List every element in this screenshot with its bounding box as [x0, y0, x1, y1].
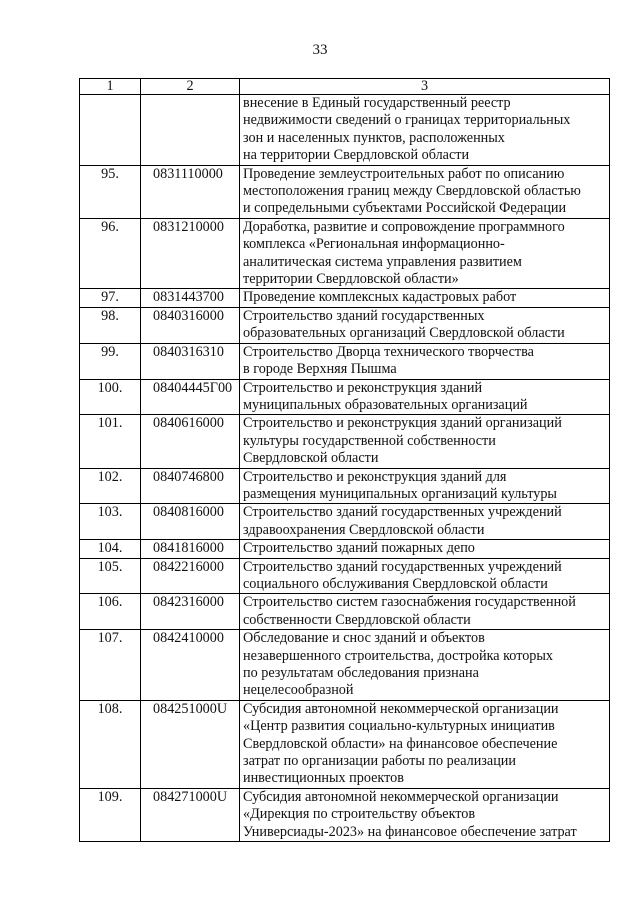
row-description: Строительство систем газоснабжения государственной собственности Свердловской области [240, 594, 610, 630]
row-number: 96. [80, 218, 141, 289]
row-number: 100. [80, 379, 141, 415]
row-code: 0840316310 [141, 343, 240, 379]
row-code: 0831210000 [141, 218, 240, 289]
table-row [80, 630, 610, 701]
row-code: 0842216000 [141, 558, 240, 594]
row-description: Строительство зданий государственных образовательных организаций Свердловской области [240, 307, 610, 343]
row-description: Строительство зданий государственных учреждений здравоохранения Свердловской области [240, 504, 610, 540]
table-row [80, 468, 610, 504]
row-number: 102. [80, 468, 141, 504]
row-code: 0840616000 [141, 415, 240, 468]
table-row [80, 95, 610, 166]
row-description: внесение в Единый государственный реестр недвижимости сведений о границах территориальных зон и населенных пунктов, расположенных на территории Свердловской области [240, 95, 610, 166]
header-col-description: 3 [240, 79, 610, 95]
row-code: 0840316000 [141, 307, 240, 343]
table-row [80, 218, 610, 289]
row-description: Строительство зданий пожарных депо [240, 540, 610, 558]
row-description: Доработка, развитие и сопровождение программного комплекса «Региональная информационно- аналитическая система управления развитием территории Свердловской области» [240, 218, 610, 289]
row-code: 0842316000 [141, 594, 240, 630]
row-description: Проведение комплексных кадастровых работ [240, 289, 610, 307]
row-number: 108. [80, 700, 141, 788]
row-number: 97. [80, 289, 141, 307]
budget-code-table [79, 78, 610, 842]
row-number: 101. [80, 415, 141, 468]
row-number: 95. [80, 165, 141, 218]
row-code: 084271000U [141, 788, 240, 841]
row-number [80, 95, 141, 166]
row-code: 0841816000 [141, 540, 240, 558]
row-description: Субсидия автономной некоммерческой организации «Центр развития социально-культурных инициатив Свердловской области» на финансовое обеспечение затрат по организации работы по реализации инвестиционных проектов [240, 700, 610, 788]
table-row [80, 343, 610, 379]
table-row [80, 594, 610, 630]
page-number: 33 [312, 42, 328, 58]
row-number: 98. [80, 307, 141, 343]
row-number: 99. [80, 343, 141, 379]
table-row [80, 307, 610, 343]
row-number: 106. [80, 594, 141, 630]
table-row [80, 379, 610, 415]
row-code: 0831443700 [141, 289, 240, 307]
header-col-number: 1 [80, 79, 141, 95]
table-row [80, 504, 610, 540]
row-code [141, 95, 240, 166]
table-row [80, 558, 610, 594]
row-number: 107. [80, 630, 141, 701]
table-row [80, 700, 610, 788]
header-col-code: 2 [141, 79, 240, 95]
row-number: 104. [80, 540, 141, 558]
row-code: 0840816000 [141, 504, 240, 540]
row-description: Проведение землеустроительных работ по описанию местоположения границ между Свердловской областью и сопредельными субъектами Российской Федерации [240, 165, 610, 218]
row-number: 109. [80, 788, 141, 841]
row-description: Строительство зданий государственных учреждений социального обслуживания Свердловской области [240, 558, 610, 594]
row-code: 08404445Г00 [141, 379, 240, 415]
table-row [80, 540, 610, 558]
row-code: 0842410000 [141, 630, 240, 701]
table-row [80, 165, 610, 218]
row-code: 0831110000 [141, 165, 240, 218]
row-code: 0840746800 [141, 468, 240, 504]
row-description: Обследование и снос зданий и объектов незавершенного строительства, достройка которых по результатам обследования признана нецелесообразной [240, 630, 610, 701]
table-row [80, 415, 610, 468]
row-number: 103. [80, 504, 141, 540]
row-description: Субсидия автономной некоммерческой организации «Дирекция по строительству объектов Универсиады-2023» на финансовое обеспечение затрат [240, 788, 610, 841]
table-header-row [80, 79, 610, 95]
row-description: Строительство и реконструкция зданий для размещения муниципальных организаций культуры [240, 468, 610, 504]
row-description: Строительство и реконструкция зданий муниципальных образовательных организаций [240, 379, 610, 415]
row-description: Строительство и реконструкция зданий организаций культуры государственной собственности Свердловской области [240, 415, 610, 468]
row-description: Строительство Дворца технического творчества в городе Верхняя Пышма [240, 343, 610, 379]
table-row [80, 289, 610, 307]
table-row [80, 788, 610, 841]
row-code: 084251000U [141, 700, 240, 788]
row-number: 105. [80, 558, 141, 594]
